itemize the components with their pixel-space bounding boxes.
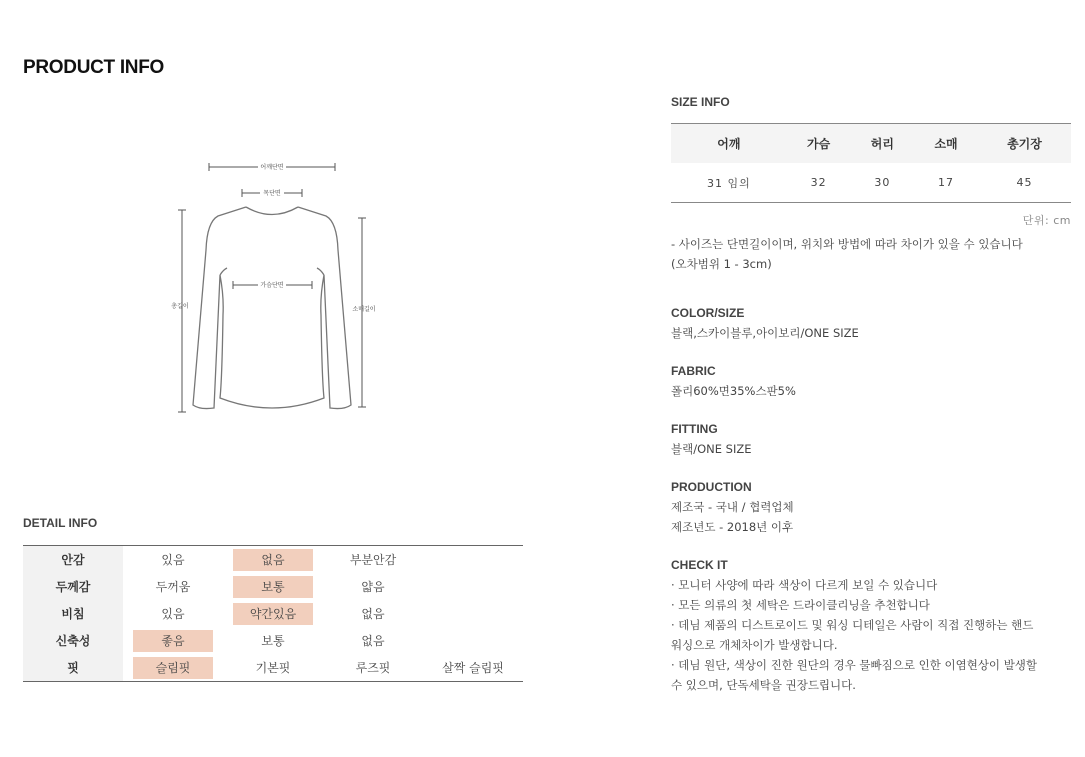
detail-option-cell xyxy=(223,654,323,682)
info-section-line: 폴리60%면35%스판5% xyxy=(671,384,796,398)
detail-option-cell xyxy=(123,627,223,654)
detail-option-cell xyxy=(223,546,323,574)
info-section-heading: COLOR/SIZE xyxy=(671,306,745,320)
detail-option-cell xyxy=(123,654,223,682)
detail-option-cell xyxy=(323,573,423,600)
detail-option: 두꺼움 xyxy=(155,579,191,594)
detail-row-label: 핏 xyxy=(23,654,123,682)
page-title: PRODUCT INFO xyxy=(23,57,165,78)
detail-option-cell xyxy=(423,600,523,627)
size-info-table xyxy=(671,123,1071,203)
info-section xyxy=(671,306,1071,343)
info-sections xyxy=(671,306,1071,695)
detail-option-selected: 약간있음 xyxy=(233,603,313,625)
detail-option-selected: 보통 xyxy=(233,576,313,598)
detail-option xyxy=(433,574,513,596)
info-section-heading: FITTING xyxy=(671,422,718,436)
size-value-cell: 17 xyxy=(938,176,955,189)
shoulder-width-label: 어깨단면 xyxy=(260,164,284,171)
detail-option-selected: 슬림핏 xyxy=(133,657,213,679)
detail-option-cell xyxy=(323,654,423,682)
detail-info-table xyxy=(23,545,523,682)
info-section-heading: PRODUCTION xyxy=(671,480,752,494)
size-header-cell: 소매 xyxy=(914,124,978,164)
size-diagram xyxy=(160,150,400,425)
info-section-heading: FABRIC xyxy=(671,364,716,378)
size-note xyxy=(671,234,1071,274)
total-length-label: 총길이 xyxy=(171,303,189,310)
detail-option-cell xyxy=(223,600,323,627)
size-value-cell: 45 xyxy=(1016,176,1033,189)
info-section-line: 블랙,스카이블루,아이보리/ONE SIZE xyxy=(671,326,859,340)
detail-option-cell xyxy=(423,546,523,574)
size-header-row xyxy=(671,124,1071,164)
neck-width-label: 목단면 xyxy=(263,190,281,197)
detail-option-cell xyxy=(123,546,223,574)
detail-row-label: 두께감 xyxy=(23,573,123,600)
tshirt-diagram-illustration xyxy=(160,150,400,425)
detail-option-selected: 좋음 xyxy=(133,630,213,652)
detail-option: 없음 xyxy=(361,633,385,648)
detail-info-heading: DETAIL INFO xyxy=(23,516,98,530)
info-section-line: · 모든 의류의 첫 세탁은 드라이클리닝을 추천합니다 xyxy=(671,598,930,612)
detail-option-cell xyxy=(423,627,523,654)
detail-option-cell xyxy=(223,627,323,654)
detail-row xyxy=(23,627,523,654)
detail-row xyxy=(23,600,523,627)
detail-option-cell xyxy=(323,546,423,574)
size-value-cell: 31 임의 xyxy=(707,176,751,190)
detail-option-cell xyxy=(223,573,323,600)
detail-row-label: 신축성 xyxy=(23,627,123,654)
detail-option: 부분안감 xyxy=(349,552,397,567)
detail-option-cell xyxy=(423,654,523,682)
chest-width-label: 가슴단면 xyxy=(260,282,284,289)
info-section-line: 제조년도 - 2018년 이후 xyxy=(671,520,794,534)
info-section-line: · 데님 원단, 색상이 진한 원단의 경우 물빠짐으로 인한 이염현상이 발생할 xyxy=(671,658,1038,672)
detail-option-selected: 없음 xyxy=(233,549,313,571)
info-section-line: 수 있으며, 단독세탁을 권장드립니다. xyxy=(671,678,856,692)
size-info-heading: SIZE INFO xyxy=(671,95,730,109)
detail-option: 있음 xyxy=(161,552,185,567)
info-section xyxy=(671,422,1071,459)
detail-row-label: 비침 xyxy=(23,600,123,627)
detail-option xyxy=(433,601,513,623)
size-note-line: - 사이즈는 단면길이이며, 위치와 방법에 따라 차이가 있을 수 있습니다 xyxy=(671,237,1023,251)
detail-option: 살짝 슬림핏 xyxy=(442,660,504,675)
size-header-cell: 어깨 xyxy=(671,124,787,164)
detail-row-label: 안감 xyxy=(23,546,123,574)
info-section-line: · 모니터 사양에 따라 색상이 다르게 보일 수 있습니다 xyxy=(671,578,938,592)
detail-option-cell xyxy=(323,627,423,654)
size-header-cell: 총기장 xyxy=(978,124,1071,164)
info-section-line: 제조국 - 국내 / 협력업체 xyxy=(671,500,794,514)
detail-option: 보통 xyxy=(261,633,285,648)
detail-option-cell xyxy=(123,573,223,600)
info-section xyxy=(671,558,1071,695)
detail-option: 기본핏 xyxy=(255,660,291,675)
detail-row xyxy=(23,546,523,574)
sleeve-length-label: 소매길이 xyxy=(352,306,376,313)
info-section-line: 워싱으로 개체차이가 발생합니다. xyxy=(671,638,838,652)
detail-option-cell xyxy=(123,600,223,627)
info-column xyxy=(671,95,1071,695)
detail-option xyxy=(433,547,513,569)
detail-option: 얇음 xyxy=(361,579,385,594)
size-value-cell: 30 xyxy=(874,176,891,189)
info-section-heading: CHECK IT xyxy=(671,558,728,572)
info-section-line: 블랙/ONE SIZE xyxy=(671,442,752,456)
info-section-line: · 데님 제품의 디스트로이드 및 워싱 디테일은 사람이 직접 진행하는 핸드 xyxy=(671,618,1034,632)
detail-option-cell xyxy=(323,600,423,627)
detail-option: 없음 xyxy=(361,606,385,621)
detail-row xyxy=(23,654,523,682)
detail-option-cell xyxy=(423,573,523,600)
info-section xyxy=(671,364,1071,401)
size-value-row xyxy=(671,163,1071,203)
size-value-cell: 32 xyxy=(810,176,827,189)
detail-option: 있음 xyxy=(161,606,185,621)
size-note-line: (오차범위 1 - 3cm) xyxy=(671,257,772,271)
size-unit: 단위: cm xyxy=(1022,214,1071,227)
detail-row xyxy=(23,573,523,600)
size-header-cell: 허리 xyxy=(850,124,914,164)
detail-option xyxy=(433,628,513,650)
info-section xyxy=(671,480,1071,537)
detail-option: 루즈핏 xyxy=(355,660,391,675)
size-header-cell: 가슴 xyxy=(787,124,851,164)
